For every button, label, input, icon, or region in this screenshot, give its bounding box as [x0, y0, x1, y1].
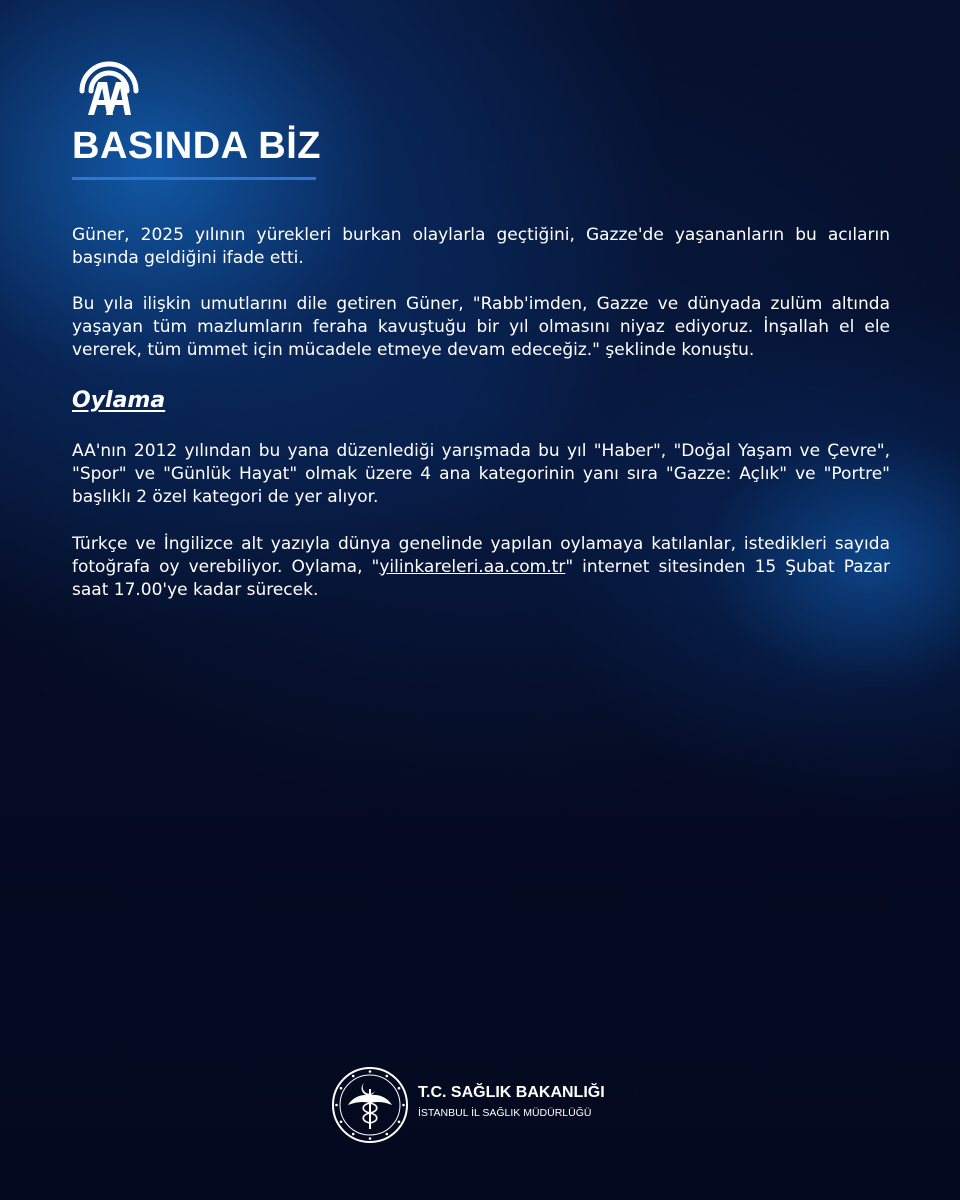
ministry-name: T.C. SAĞLIK BAKANLIĞI: [418, 1084, 605, 1101]
section-heading: Oylama: [72, 388, 166, 413]
article-paragraph: Güner, 2025 yılının yürekleri burkan olaylarla geçtiğini, Gazze'de yaşananların bu acıların başında geldiğini ifade etti.: [72, 225, 890, 268]
title-underline: [72, 177, 316, 180]
article-body: [72, 224, 890, 626]
directorate-name: İSTANBUL İL SAĞLIK MÜDÜRLÜĞÜ: [418, 1107, 592, 1119]
voting-site-link[interactable]: yilinkareleri.aa.com.tr: [379, 557, 566, 577]
article-paragraph: Bu yıla ilişkin umutlarını dile getiren Güner, "Rabb'imden, Gazze ve dünyada zulüm altında yaşayan tüm mazlumların feraha kavuştuğu bir yıl olmasını niyaz ediyoruz. İnşallah el ele vererek, tüm ümmet için mücadele etmeye devam edeceğiz." şeklinde konuştu.: [72, 294, 890, 360]
article-paragraph: [72, 533, 890, 602]
paragraph-text: Türkçe ve İngilizce alt yazıyla dünya genelinde yapılan oylamaya katılanlar, istedikleri sayıda fotoğrafa oy verebiliyor. Oylama, ": [72, 534, 890, 577]
article-paragraph: AA'nın 2012 yılından bu yana düzenlediği yarışmada bu yıl "Haber", "Doğal Yaşam ve Çevre", "Spor" ve "Günlük Hayat" olmak üzere 4 ana kategorinin yanı sıra "Gazze: Açlık" ve "Portre" başlıklı 2 özel kategori de yer alıyor.: [72, 441, 890, 507]
paragraph-text: " internet sitesinden 15 Şubat Pazar saat 17.00'ye kadar sürecek.: [72, 557, 890, 600]
footer: [330, 1065, 630, 1145]
aa-logo-icon: [78, 60, 140, 118]
ministry-emblem-icon: [330, 1065, 410, 1145]
page-title: BASINDA BİZ: [72, 125, 321, 167]
